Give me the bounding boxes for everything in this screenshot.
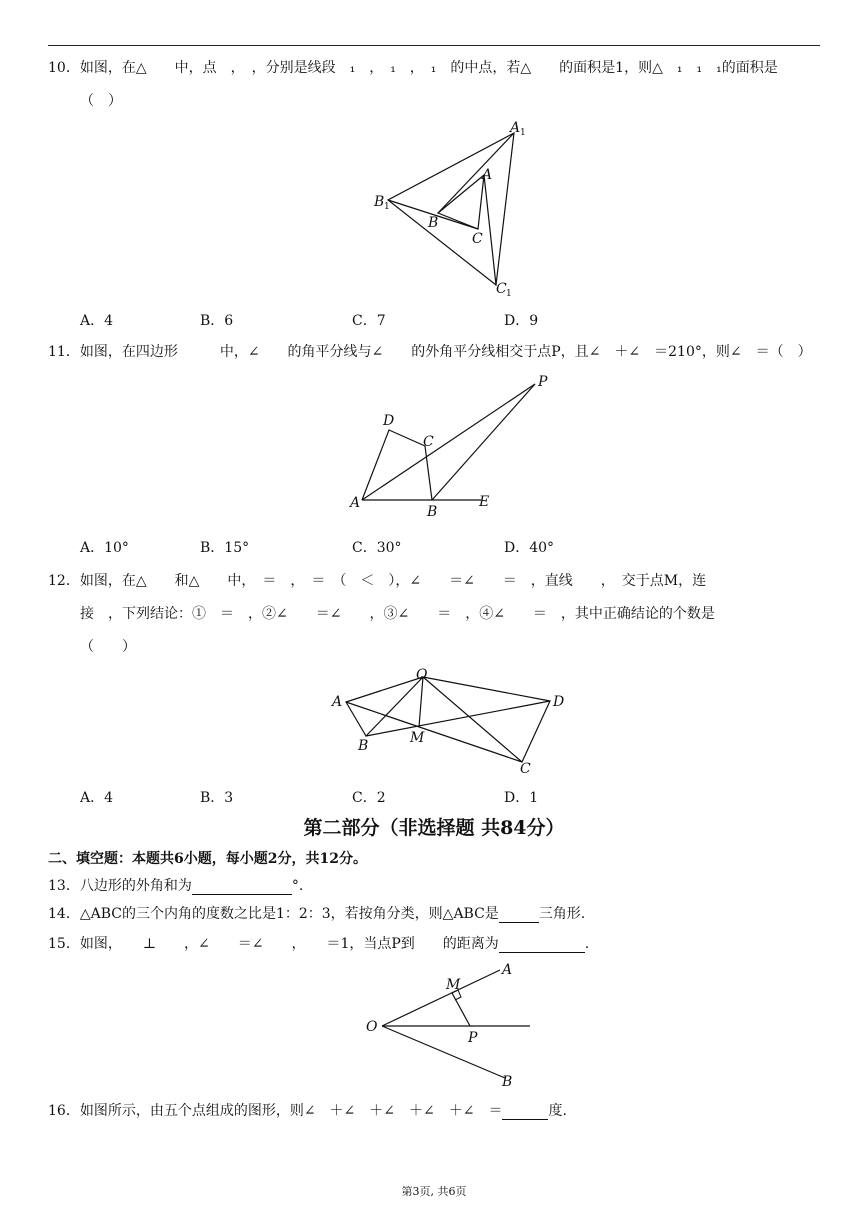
section-title: 第二部分（非选择题 共84分） [303, 817, 565, 839]
q16-text: 16．如图所示，由五个点组成的图形，则∠ ＋∠ ＋∠ ＋∠ ＋∠ ＝ [48, 1103, 503, 1119]
q10-label-a: A [482, 167, 493, 183]
q10-label-b1: B [374, 194, 385, 210]
q11-option-a[interactable]: A．10° [80, 540, 129, 556]
q11-label-c: C [423, 434, 434, 450]
page-footer: 第3页, 共6页 [401, 1185, 467, 1198]
q12-option-d[interactable]: D．1 [504, 790, 539, 806]
q15-label-p: P [468, 1030, 478, 1046]
q16 [48, 1102, 567, 1120]
q12-paren: （ ） [80, 639, 136, 655]
q12-label-m: M [410, 730, 425, 746]
q12-label-d: D [553, 694, 565, 710]
q15-answer-blank[interactable] [499, 938, 585, 953]
q13-answer-blank[interactable] [192, 880, 292, 895]
q15-label-a: A [502, 962, 513, 978]
q15-label-m: M [446, 977, 461, 993]
q10-label-c: C [472, 231, 483, 247]
q10-option-d[interactable]: D．9 [504, 313, 539, 329]
q14-suffix: 三角形. [538, 906, 586, 922]
q12-stem-2: 接 ，下列结论：① ＝ ，②∠ ＝∠ ，③∠ ＝ ，④∠ ＝ ，其中正确结论的个数是 [80, 606, 715, 622]
q11-label-d: D [383, 413, 395, 429]
q10-label-c1: C [496, 281, 507, 297]
q12-figure [330, 665, 570, 780]
q10-label-c1-sub: 1 [506, 289, 512, 299]
q14 [48, 905, 585, 923]
q16-suffix: 度. [548, 1103, 567, 1119]
q13-text: 13．八边形的外角和为 [48, 878, 192, 894]
q15-label-b: B [502, 1074, 513, 1090]
q11-option-d[interactable]: D．40° [504, 540, 555, 556]
q12-stem-1: 12．如图，在△ 和△ 中， ＝ ， ＝ （ ＜ ），∠ ＝∠ ＝ ，直线 ， 交于点M，连 [48, 573, 707, 589]
q15-text: 15．如图， ⊥ ，∠ ＝∠ ， ＝1，当点P到 的距离为 [48, 936, 499, 952]
q10-stem: 10．如图，在△ 中，点 ， ，分别是线段 ₁ ， ₁ ， ₁ 的中点，若△ 的面积是1，则△ ₁ ₁ ₁的面积是 [48, 60, 778, 76]
q10-label-b: B [428, 215, 439, 231]
q12-label-o: O [416, 667, 428, 683]
q11-label-p: P [538, 374, 548, 390]
q15 [48, 935, 589, 953]
q15-figure [360, 960, 550, 1095]
q10-option-c[interactable]: C．7 [352, 313, 386, 329]
q12-label-b: B [358, 738, 369, 754]
q12-label-a: A [332, 694, 343, 710]
q16-answer-blank[interactable] [502, 1105, 548, 1120]
q11-label-b: B [427, 504, 438, 520]
q11-figure [345, 370, 555, 520]
q10-option-b[interactable]: B．6 [200, 313, 234, 329]
q11-stem: 11．如图，在四边形 中，∠ 的角平分线与∠ 的外角平分线相交于点P，且∠ ＋∠ ＝210°，则∠ ＝（ ） [48, 344, 812, 360]
q12-option-b[interactable]: B．3 [200, 790, 234, 806]
q14-text: 14．△ABC的三个内角的度数之比是1：2：3，若按角分类，则△ABC是 [48, 906, 499, 922]
header-rule [48, 45, 820, 46]
q10-label-a1: A [510, 120, 521, 136]
q12-option-a[interactable]: A．4 [80, 790, 114, 806]
q13 [48, 877, 303, 895]
q11-option-b[interactable]: B．15° [200, 540, 250, 556]
q12-option-c[interactable]: C．2 [352, 790, 386, 806]
q15-suffix: . [584, 936, 590, 952]
q10-label-a1-sub: 1 [520, 128, 526, 138]
q10-option-a[interactable]: A．4 [80, 313, 114, 329]
q11-option-c[interactable]: C．30° [352, 540, 402, 556]
fill-in-header: 二、填空题：本题共6小题，每小题2分，共12分。 [48, 851, 367, 867]
q10-label-b1-sub: 1 [384, 202, 390, 212]
q13-suffix: °. [291, 878, 304, 894]
q14-answer-blank[interactable] [499, 908, 539, 923]
q10-figure [360, 115, 540, 305]
q10-paren: （ ） [80, 93, 122, 109]
q12-label-c: C [520, 761, 531, 777]
q11-label-e: E [479, 494, 490, 510]
q15-label-o: O [366, 1019, 378, 1035]
q11-label-a: A [350, 495, 361, 511]
